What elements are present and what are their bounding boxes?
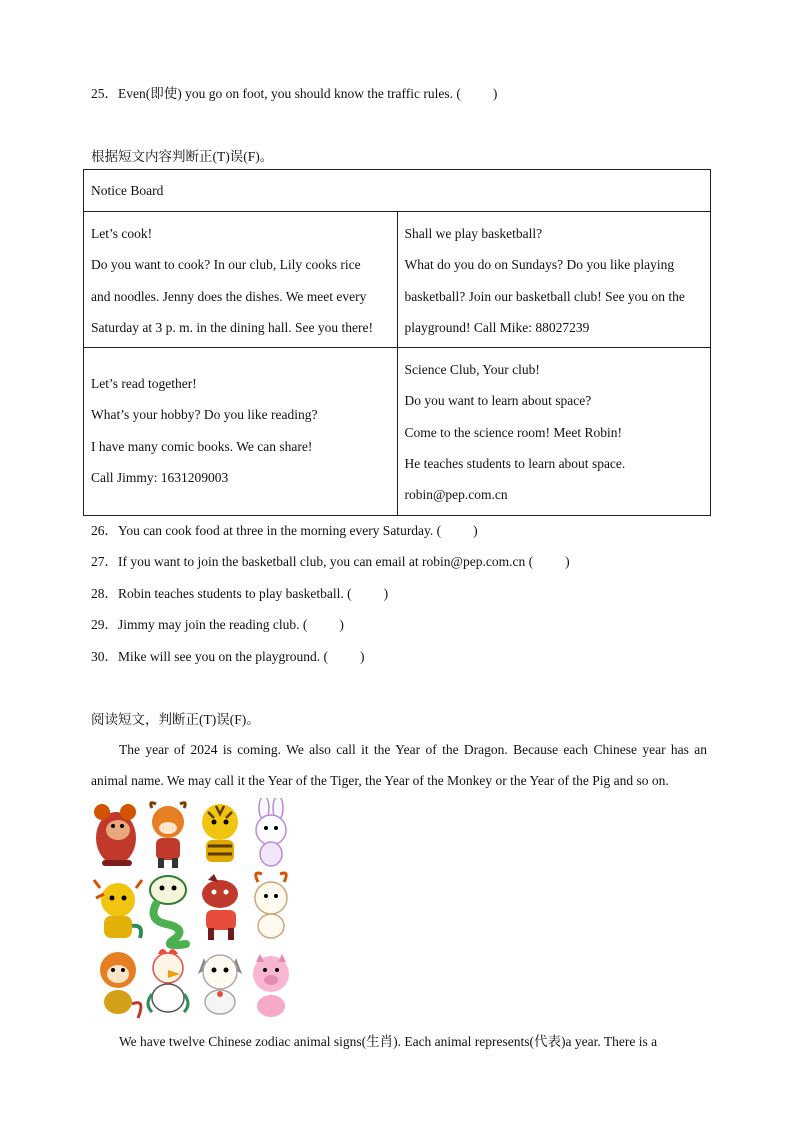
passage-paragraph-2: We have twelve Chinese zodiac animal signs(生肖). Each animal represents(代表)a year. There is a [119,1034,658,1049]
monkey-icon [100,952,141,1018]
snake-icon [150,876,186,945]
ox-icon [151,803,186,868]
passage-paragraph-1: The year of 2024 is coming. We also call it the Year of the Dragon. Because each Chinese year has an animal name. We may call it the Year of the Tiger, the Year of the Monkey or the Year of the Pig and so on. [91,742,707,788]
section-instruction: 根据短文内容判断正(T)误(F)。 [91,149,274,164]
rabbit-icon [256,798,286,866]
rat-icon [94,804,136,866]
notice-science-club: Science Club, Your club! Do you want to learn about space? Come to the science room! Meet Robin! He teaches students to learn about space. robin@pep.com.cn [397,348,711,515]
question-25: 25．Even(即使) you go on foot, you should know the traffic rules. ( ) [91,86,498,101]
question-number: 25． [91,86,118,101]
rooster-icon [148,949,188,1012]
question-27: 27．If you want to join the basketball club, you can email at robin@pep.com.cn ( ) [91,554,570,570]
notice-basketball-club: Shall we play basketball? What do you do on Sundays? Do you like playing basketball? Join our basketball club! See you on the playground! Call Mike: 88027239 [397,212,711,348]
notice-board-title: Notice Board [84,170,711,212]
notice-cook-club: Let’s cook! Do you want to cook? In our club, Lily cooks rice and noodles. Jenny does the dishes. We meet every Saturday at 3 p. m. in the dining hall. See you there! [84,212,398,348]
goat-icon [255,873,287,938]
notice-reading-club: Let’s read together! What’s your hobby? Do you like reading? I have many comic books. We can share! Call Jimmy: 1631209003 [84,348,398,515]
zodiac-animals-illustration [90,798,302,1023]
section-instruction-2: 阅读短文，判断正(T)误(F)。 [91,712,260,727]
question-29: 29．Jimmy may join the reading club. ( ) [91,617,344,633]
horse-icon [202,874,238,940]
notice-board-table [83,169,711,516]
pig-icon [253,954,289,1017]
dog-icon [198,955,242,1014]
question-text: Even(即使) you go on foot, you should know the traffic rules. ( [118,86,461,101]
question-26: 26．You can cook food at three in the morning every Saturday. ( ) [91,523,478,538]
question-30: 30．Mike will see you on the playground. ( ) [91,648,365,664]
question-28: 28．Robin teaches students to play basketball. ( ) [91,585,389,601]
tiger-icon [202,804,238,862]
question-list [91,519,570,676]
dragon-icon [94,880,142,938]
